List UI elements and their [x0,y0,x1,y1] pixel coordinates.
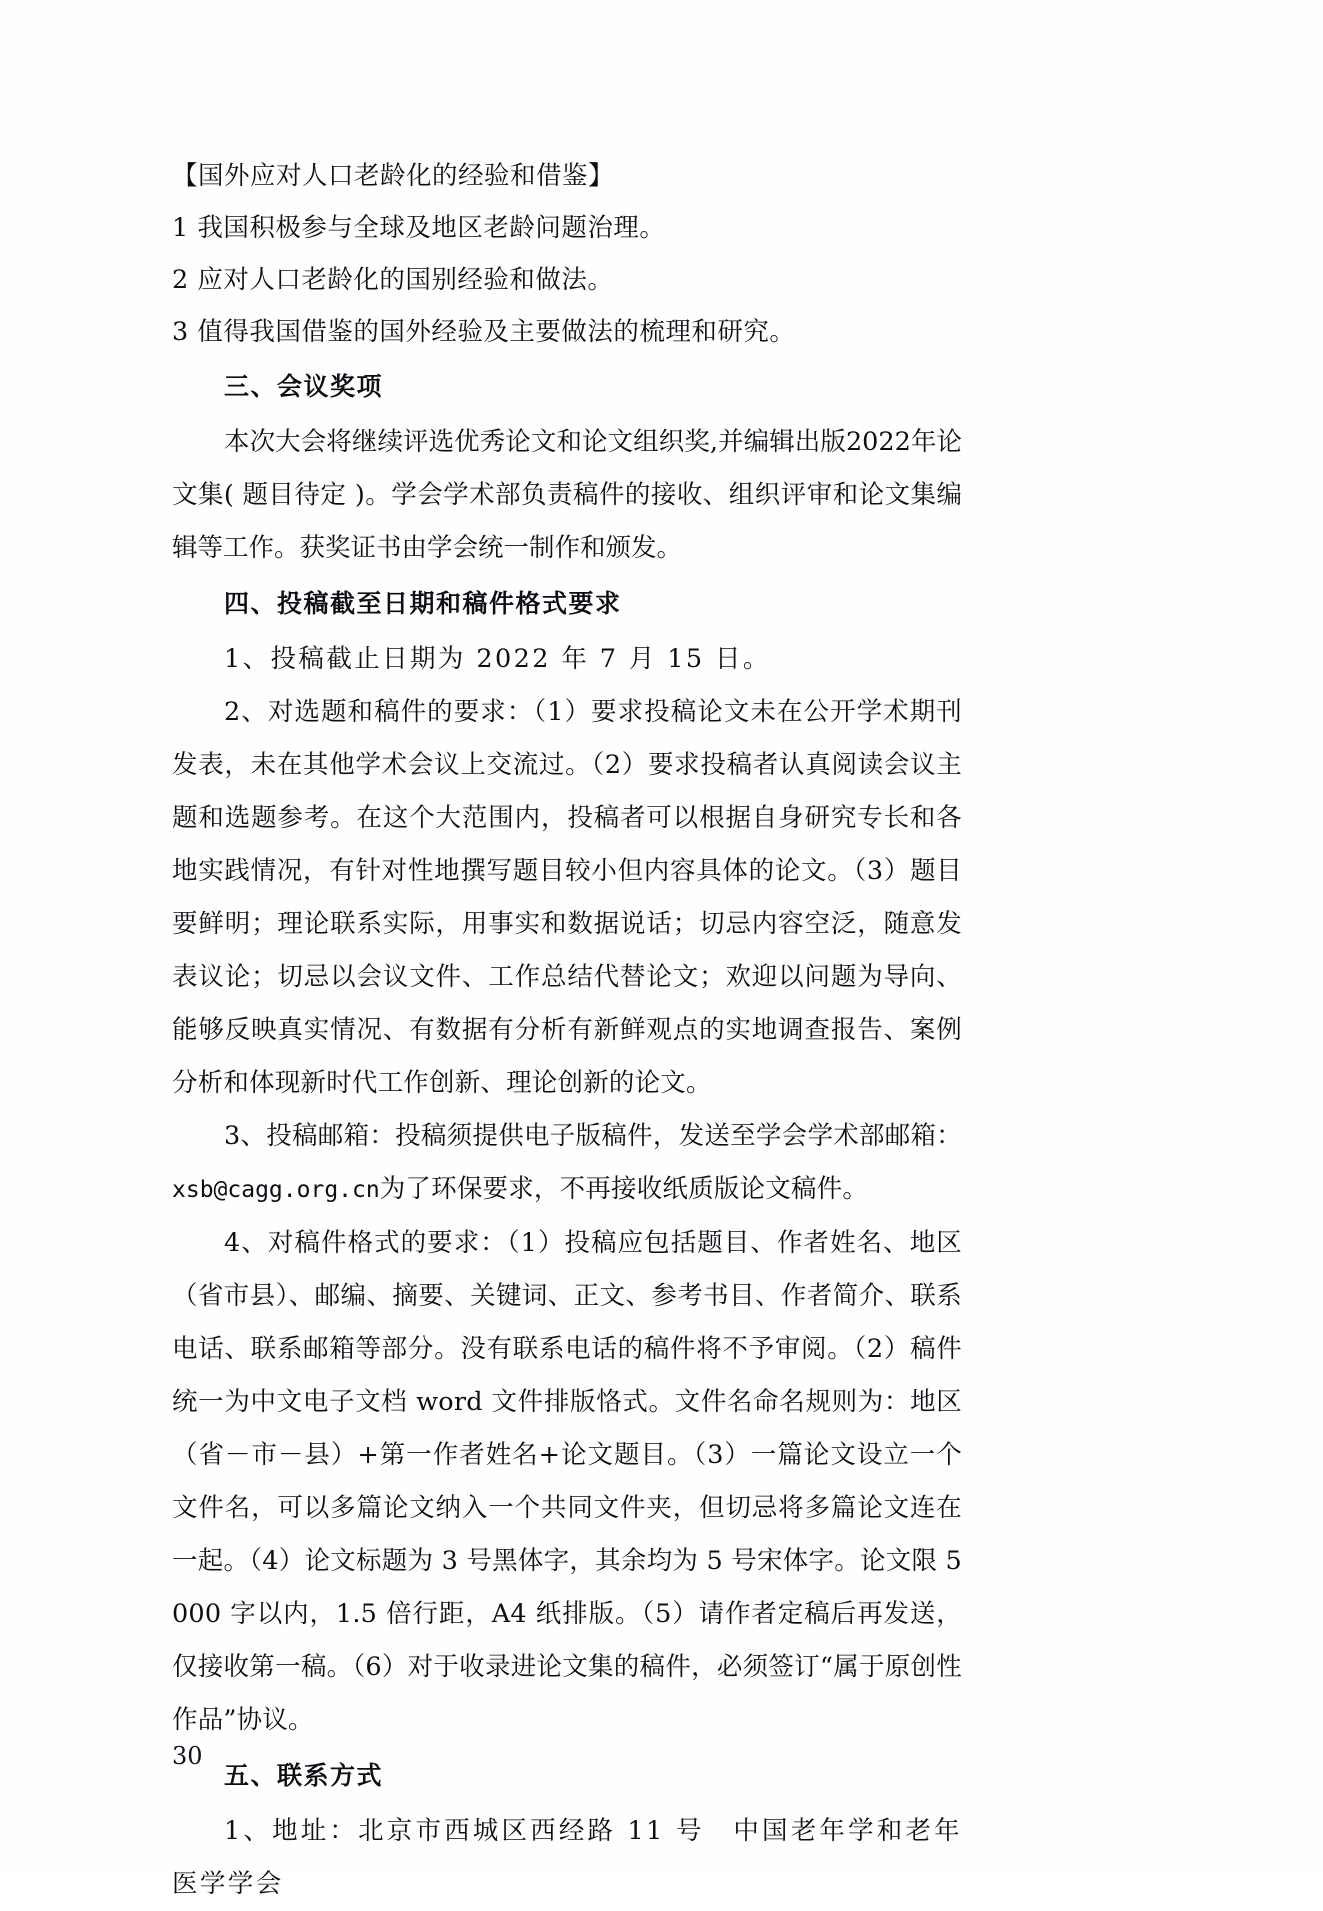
section-four-item-two: 2、对选题和稿件的要求：（1）要求投稿论文未在公开学术期刊发表，未在其他学术会议上交流过。（2）要求投稿者认真阅读会议主题和选题参考。在这个大范围内，投稿者可以根据自身研究专长和各地实践情况，有针对性地撰写题目较小但内容具体的论文。（3）题目要鲜明；理论联系实际，用事实和数据说话；切忌内容空泛，随意发表议论；切忌以会议文件、工作总结代替论文；欢迎以问题为导向、能够反映真实情况、有数据有分析有新鲜观点的实地调查报告、案例分析和体现新时代工作创新、理论创新的论文。 [172,697,962,1098]
document-body [172,150,962,1911]
topic-list-item-1: 1 我国积极参与全球及地区老龄问题治理。 [172,213,666,243]
submission-email-label: 3、投稿邮箱：投稿须提供电子版稿件，发送至学会学术部邮箱： [224,1121,962,1151]
section-four-item-one: 1、投稿截止日期为 2022 年 7 月 15 日。 [224,644,771,674]
page-number: 30 [172,1742,203,1770]
section-four-item-four: 4、对稿件格式的要求：（1）投稿应包括题目、作者姓名、地区（省市县）、邮编、摘要、关键词、正文、参考书目、作者简介、联系电话、联系邮箱等部分。没有联系电话的稿件将不予审阅。（2）稿件统一为中文电子文档 word 文件排版恪式。文件名命名规则为：地区（省－市－县）+第一作者姓名+论文题目。（3）一篇论文设立一个文件名，可以多篇论文纳入一个共同文件夹，但切忌将多篇论文连在一起。（4）论文标题为 3 号黑体字，其余均为 5 号宋体字。论文限 5000 字以内，1.5 倍行距，A4 纸排版。（5）请作者定稿后再发送，仅接收第一稿。（6）对于收录进论文集的稿件，必须签订“属于原创性作品”协议。 [172,1228,962,1735]
topic-list-item-2: 2 应对人口老龄化的国别经验和做法。 [172,265,614,295]
topic-list-item-3: 3 值得我国借鉴的国外经验及主要做法的梳理和研究。 [172,317,796,347]
section-heading-five: 五、联系方式 [224,1761,384,1790]
section-heading-three: 三、会议奖项 [224,372,384,401]
topic-group-heading: 【国外应对人口老龄化的经验和借鉴】 [172,161,615,191]
section-five-item-one: 1、地址：北京市西城区西经路 11 号 中国老年学和老年医学学会 [172,1816,962,1899]
submission-email-address: xsb@cagg.org.cn [172,1177,380,1203]
section-three-paragraph: 本次大会将继续评选优秀论文和论文组织奖,并编辑出版2022年论文集( 题目待定 )。学会学术部负责稿件的接收、组织评审和论文集编辑等工作。获奖证书由学会统一制作和颁发。 [172,427,962,563]
section-four-item-three [172,1110,962,1217]
section-heading-four: 四、投稿截至日期和稿件格式要求 [224,589,622,618]
submission-email-note: 为了环保要求，不再接收纸质版论文稿件。 [379,1174,869,1204]
